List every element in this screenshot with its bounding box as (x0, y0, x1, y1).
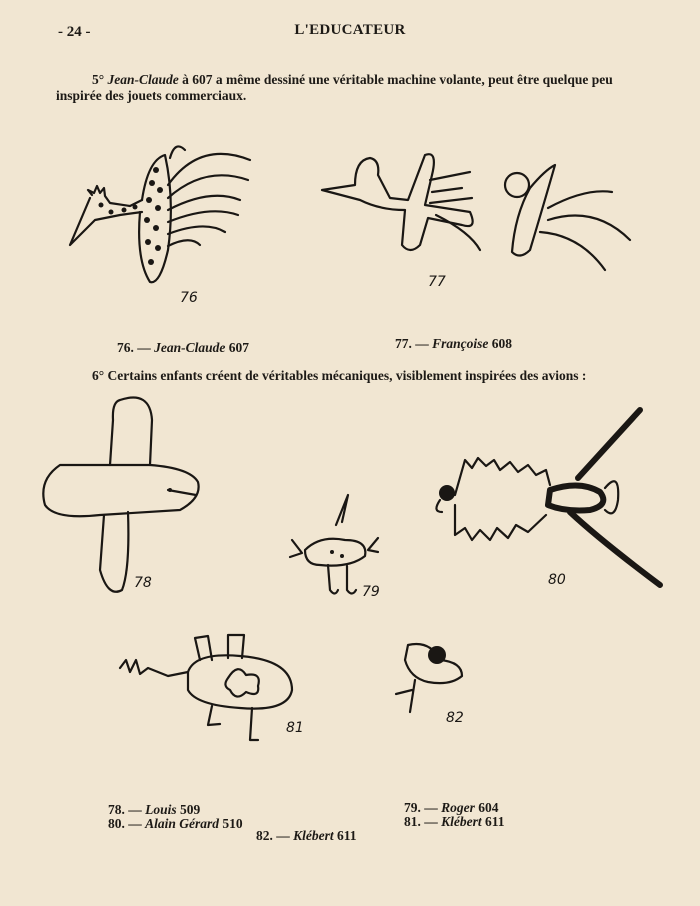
section-5-number: 5° (92, 72, 105, 87)
drawing-76 (70, 146, 250, 306)
caption-81-number: 81. — (404, 814, 438, 829)
label-81: 81 (286, 720, 304, 736)
drawing-78 (43, 398, 198, 592)
journal-title: L'EDUCATEUR (294, 22, 406, 38)
section-6-paragraph: 6° Certains enfants créent de véritables mécaniques, visiblement inspirées des avions : (92, 368, 587, 383)
caption-77 (395, 336, 512, 352)
caption-79-name: Roger (441, 800, 475, 815)
caption-80-number: 80. — (108, 816, 142, 831)
caption-76-code: 607 (228, 340, 250, 355)
caption-80 (108, 816, 243, 832)
caption-77-number: 77. — (395, 336, 429, 351)
drawing-79 (290, 495, 380, 600)
label-78: 78 (134, 575, 152, 591)
label-76: 76 (180, 290, 198, 306)
drawing-81 (120, 635, 304, 740)
drawing-80 (436, 410, 660, 588)
caption-78-name: Louis (145, 802, 177, 817)
caption-81-name: Klébert (441, 814, 482, 829)
caption-76-number: 76. — (117, 340, 151, 355)
caption-77-name: Françoise (432, 336, 489, 351)
caption-76-name: Jean-Claude (154, 340, 226, 355)
section-5-text: à 607 a même dessiné une véritable machine volante, peut être quelque peu inspirée des jouets commerciaux. (56, 72, 613, 103)
drawing-77 (322, 154, 630, 290)
caption-79-number: 79. — (404, 800, 438, 815)
caption-80-name: Alain Gérard (145, 816, 220, 831)
caption-80-code: 510 (222, 816, 243, 831)
caption-76 (117, 340, 249, 356)
section-5-name: Jean-Claude (107, 72, 179, 87)
caption-82 (256, 828, 357, 844)
caption-79-code: 604 (478, 800, 499, 815)
drawing-82 (396, 644, 464, 726)
caption-82-name: Klébert (293, 828, 334, 843)
caption-77-code: 608 (491, 336, 513, 351)
caption-78-number: 78. — (108, 802, 142, 817)
caption-78-code: 509 (180, 802, 201, 817)
caption-82-number: 82. — (256, 828, 290, 843)
caption-82-code: 611 (337, 828, 357, 843)
label-79: 79 (362, 584, 380, 600)
caption-81-code: 611 (485, 814, 505, 829)
label-77: 77 (428, 274, 446, 290)
label-80: 80 (548, 572, 566, 588)
caption-81 (404, 814, 505, 830)
label-82: 82 (446, 710, 464, 726)
page-number: - 24 - (58, 24, 91, 40)
